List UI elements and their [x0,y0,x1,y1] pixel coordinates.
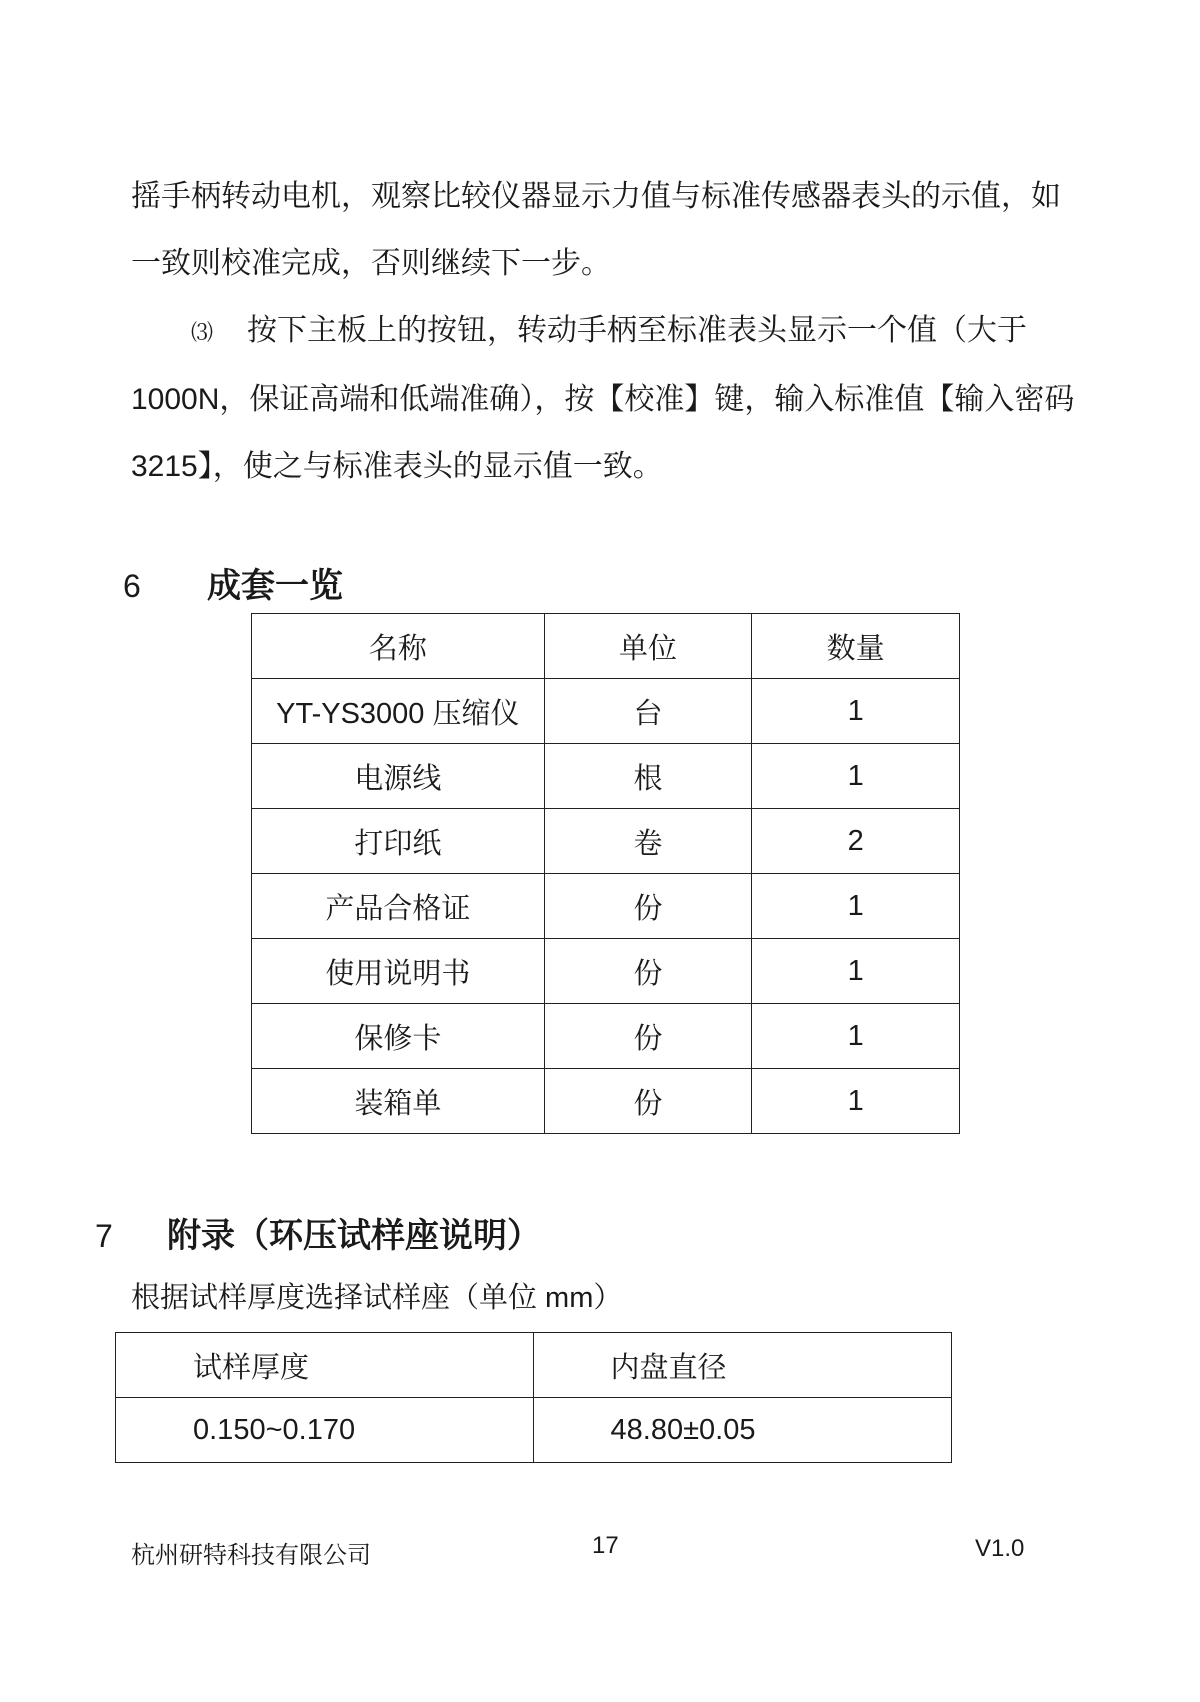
section-number: 7 [95,1218,113,1254]
header-cell [533,1333,951,1398]
table-row [252,874,960,939]
footer-version: V1.0 [975,1535,1025,1562]
table-cell: 打印纸 [252,809,545,874]
table-cell [116,1398,534,1463]
table-cell: 1 [752,874,960,939]
paragraph-line: 摇手柄转动电机，观察比较仪器显示力值与标准传感器表头的示值，如 [131,180,1061,213]
table-cell: 保修卡 [252,1004,545,1069]
step-marker: ⑶ [191,320,214,345]
table-cell-text: 0.150~0.170 [193,1413,356,1446]
header-cell-text: 内盘直径 [610,1351,727,1384]
section-6-heading [123,558,343,607]
step-text: 按下主板上的按钮，转动手柄至标准表头显示一个值（大于 [247,314,1028,347]
table-header-row [116,1333,952,1398]
paragraph-line: 1000N，保证高端和低端准确），按【校准】键，输入标准值【输入密码 [131,383,1075,416]
footer-company: 杭州研特科技有限公司 [131,1542,371,1569]
sample-seat-table [115,1332,952,1463]
table-cell: 产品合格证 [252,874,545,939]
header-cell: 名称 [252,614,545,679]
header-cell [116,1333,534,1398]
table-cell-text: 48.80±0.05 [610,1413,756,1446]
seat-selection-note: 根据试样厚度选择试样座（单位 mm） [131,1282,623,1314]
table-cell: YT-YS3000 压缩仪 [252,679,545,744]
section-title: 成套一览 [207,567,343,605]
calibration-paragraph-1 [131,163,1086,297]
table-cell [533,1398,951,1463]
table-cell: 1 [752,1069,960,1134]
header-cell: 数量 [752,614,960,679]
table-cell: 台 [544,679,752,744]
kit-list-table [251,613,960,1134]
table-cell: 电源线 [252,744,545,809]
table-cell: 1 [752,679,960,744]
table-header-row [252,614,960,679]
table-row [252,939,960,1004]
table-row [252,744,960,809]
section-title: 附录（环压试样座说明） [167,1217,541,1255]
header-cell-text: 试样厚度 [193,1351,310,1384]
table-row [252,1004,960,1069]
table-row [252,809,960,874]
table-row [252,679,960,744]
table-cell: 1 [752,744,960,809]
table-row [116,1398,952,1463]
header-cell: 单位 [544,614,752,679]
paragraph-line [131,297,1086,366]
paragraph-line: 一致则校准完成，否则继续下一步。 [131,247,611,280]
table-cell: 根 [544,744,752,809]
section-number: 6 [123,568,141,604]
table-cell: 使用说明书 [252,939,545,1004]
table-cell: 份 [544,874,752,939]
table-row [252,1069,960,1134]
calibration-paragraph-2 [131,297,1086,500]
section-7-heading [95,1208,541,1257]
table-cell: 装箱单 [252,1069,545,1134]
table-cell: 份 [544,1069,752,1134]
table-cell: 份 [544,939,752,1004]
footer-page-number: 17 [592,1532,619,1559]
table-cell: 1 [752,1004,960,1069]
table-cell: 份 [544,1004,752,1069]
table-cell: 2 [752,809,960,874]
table-cell: 卷 [544,809,752,874]
paragraph-line: 3215】，使之与标准表头的显示值一致。 [131,450,663,483]
table-cell: 1 [752,939,960,1004]
